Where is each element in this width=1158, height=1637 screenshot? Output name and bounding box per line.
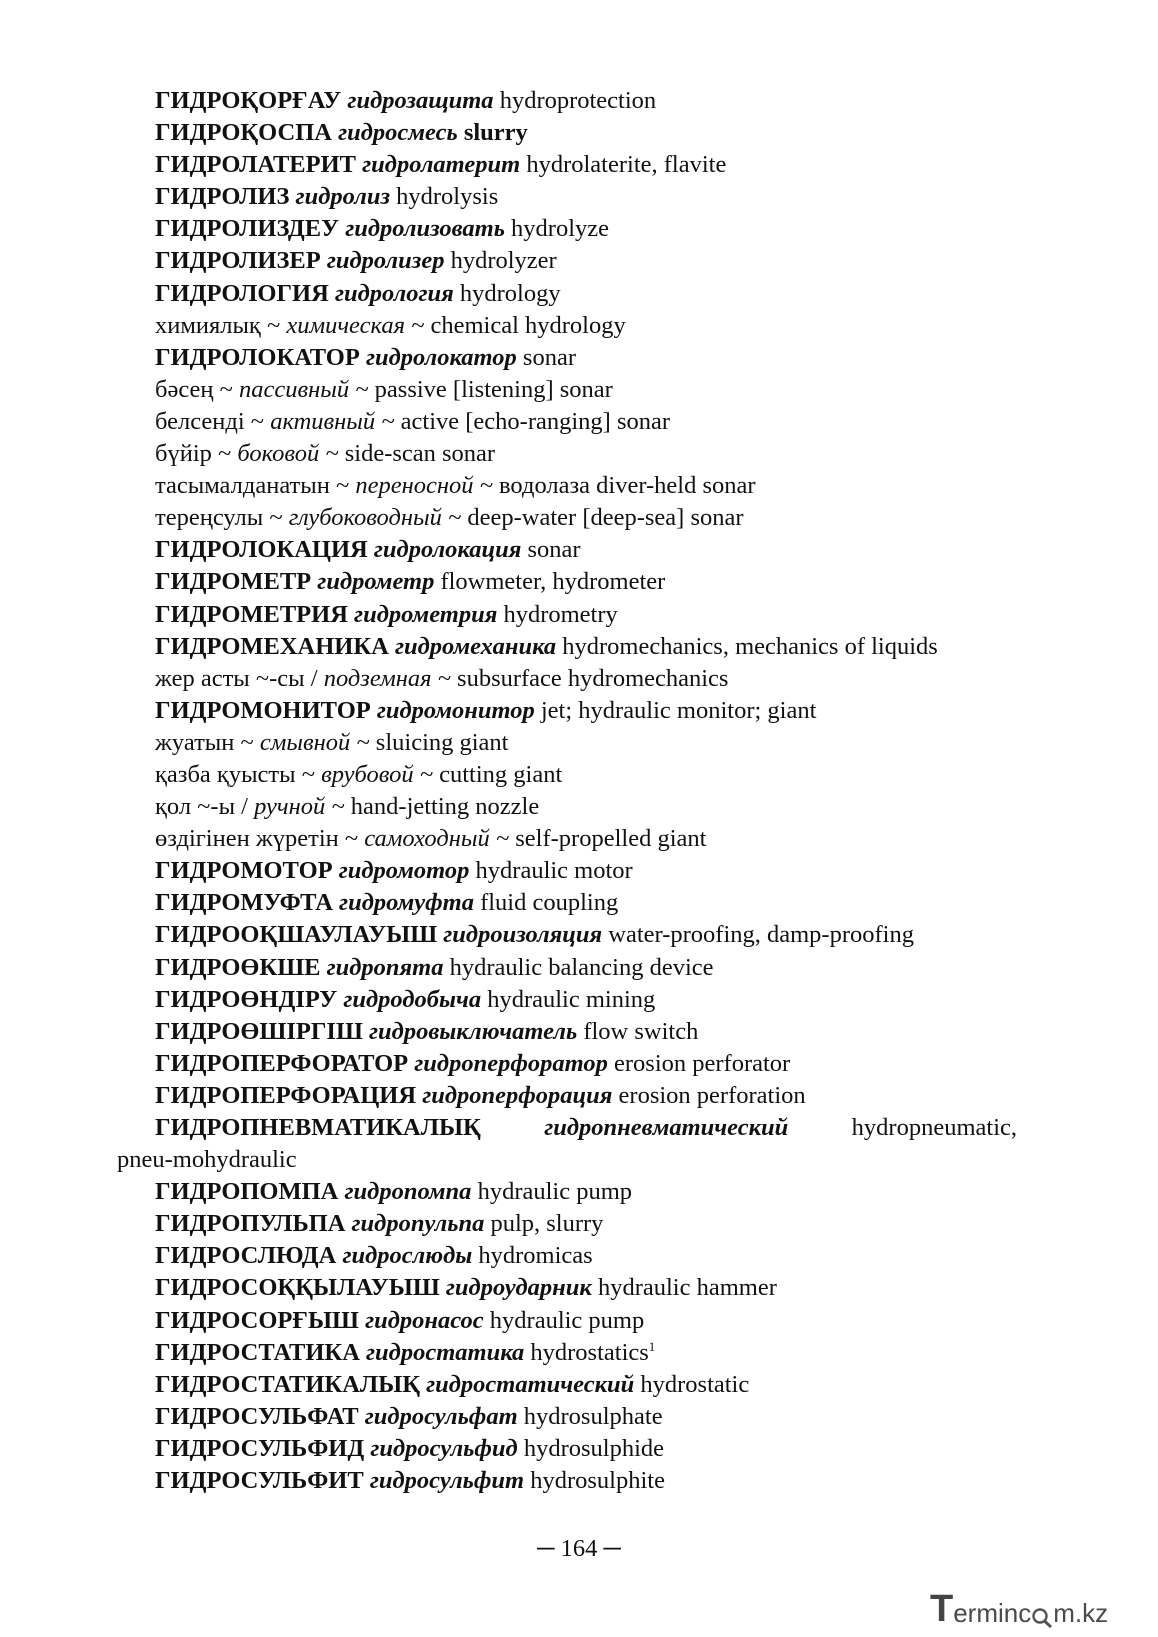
- english-term: водолаза diver-held sonar: [499, 472, 756, 500]
- subentry-line: [117, 374, 1017, 406]
- entry-line: [117, 85, 1017, 117]
- english-term: hydrosulphate: [523, 1402, 663, 1430]
- subentry-line: [117, 727, 1017, 759]
- logo-text-start: erminc: [953, 1598, 1032, 1628]
- russian-term: ручной ~: [254, 793, 345, 821]
- russian-term: глубоководный ~: [288, 504, 462, 532]
- kazakh-term: ГИДРОПЕРФОРАЦИЯ: [155, 1081, 417, 1109]
- kazakh-term: ГИДРОЛОКАТОР: [155, 343, 360, 371]
- kazakh-term: ГИДРОСТАТИКА: [155, 1338, 360, 1366]
- english-term: hydrometry: [503, 600, 618, 628]
- kazakh-term: ГИДРОӨШІРГІШ: [155, 1017, 363, 1045]
- english-term: hydromicas: [478, 1242, 593, 1270]
- russian-term: гидропульпа: [351, 1210, 485, 1238]
- kazakh-term: ГИДРОЛИЗДЕУ: [155, 215, 340, 243]
- entry-line: [117, 1401, 1017, 1433]
- entry-line: [117, 534, 1017, 566]
- russian-term: гидрометр: [317, 568, 435, 596]
- kazakh-term: ГИДРОСУЛЬФИД: [155, 1434, 365, 1462]
- kazakh-term: тереңсулы ~: [155, 504, 283, 532]
- english-term: side-scan sonar: [344, 440, 496, 468]
- russian-term: гидропневматический: [544, 1114, 789, 1141]
- english-term: hydraulic hammer: [597, 1274, 777, 1302]
- kazakh-term: жуатын ~: [155, 728, 254, 756]
- english-term: hydromechanics, mechanics of liquids: [562, 632, 938, 660]
- russian-term: врубовой ~: [321, 760, 433, 788]
- english-term: hydraulic mining: [487, 985, 656, 1013]
- entry-line: [117, 599, 1017, 631]
- kazakh-term: ГИДРОСУЛЬФАТ: [155, 1402, 359, 1430]
- kazakh-term: ГИДРОСТАТИКАЛЫҚ: [155, 1370, 420, 1398]
- kazakh-term: ГИДРОМЕТРИЯ: [155, 600, 348, 628]
- kazakh-term: ГИДРОПЕРФОРАТОР: [155, 1049, 409, 1077]
- kazakh-term: қол ~-ы /: [155, 793, 248, 821]
- entry-line-continued: [117, 1144, 1017, 1176]
- kazakh-term: тасымалданатын ~: [155, 472, 350, 500]
- kazakh-term: ГИДРОЛОГИЯ: [155, 279, 329, 307]
- english-term: hydraulic pump: [477, 1178, 633, 1206]
- entry-line: [117, 1433, 1017, 1465]
- kazakh-term: өздігінен жүретін ~: [155, 825, 359, 853]
- kazakh-term: ГИДРОҚОСПА: [155, 119, 332, 147]
- russian-term: гидросульфид: [370, 1434, 518, 1462]
- russian-term: гидроударник: [445, 1274, 592, 1302]
- english-term: active [echo-ranging] sonar: [400, 407, 671, 435]
- russian-term: пассивный ~: [239, 375, 369, 403]
- logo-letter-t: T: [930, 1588, 954, 1630]
- entry-line: [117, 1305, 1017, 1337]
- entry-line: [117, 1080, 1017, 1112]
- kazakh-term: ГИДРОЛОКАЦИЯ: [155, 536, 368, 564]
- kazakh-term: ГИДРОСЛЮДА: [155, 1242, 337, 1270]
- logo-text-end: m.kz: [1053, 1598, 1109, 1628]
- entry-line: [117, 695, 1017, 727]
- english-term: hydropneumatic,: [851, 1114, 1017, 1141]
- russian-term: гидровыключатель: [369, 1017, 578, 1045]
- english-term: hydrolyze: [511, 215, 609, 243]
- entry-line: [117, 149, 1017, 181]
- russian-term: гидросульфит: [369, 1467, 525, 1495]
- english-term: subsurface hydromechanics: [457, 664, 729, 692]
- russian-term: гидродобыча: [343, 985, 482, 1013]
- entry-list: [117, 85, 1017, 1497]
- russian-term: гидропомпа: [344, 1178, 472, 1206]
- entry-line: [117, 984, 1017, 1016]
- kazakh-term: ГИДРОПУЛЬПА: [155, 1210, 346, 1238]
- russian-term: гидрозащита: [347, 87, 494, 114]
- english-term: slurry: [463, 119, 528, 147]
- russian-term: гидромонитор: [376, 696, 535, 724]
- termincom-logo[interactable]: [930, 1588, 1140, 1628]
- entry-line: [117, 1176, 1017, 1208]
- russian-term: гидромотор: [338, 857, 470, 885]
- kazakh-term: ГИДРОЛАТЕРИТ: [155, 151, 357, 179]
- english-term: hand-jetting nozzle: [350, 793, 540, 821]
- kazakh-term: ГИДРОЛИЗЕР: [155, 247, 321, 275]
- kazakh-term: ГИДРООҚШАУЛАУЫШ: [155, 921, 438, 949]
- english-term: hydrostatic: [640, 1370, 750, 1398]
- russian-term: гидропята: [326, 953, 444, 981]
- entry-line: [117, 278, 1017, 310]
- magnifier-icon: [1031, 1606, 1053, 1628]
- english-term: hydroprotection: [499, 87, 657, 114]
- kazakh-term: ГИДРОМЕТР: [155, 568, 312, 596]
- russian-term: смывной ~: [259, 728, 370, 756]
- russian-term: гидролатерит: [362, 151, 521, 179]
- russian-term: подземная ~: [323, 664, 451, 692]
- entry-line: [117, 1048, 1017, 1080]
- english-term-continued: pneu-mohydraulic: [117, 1146, 297, 1174]
- entry-line: [117, 181, 1017, 213]
- subentry-line: [117, 406, 1017, 438]
- russian-term: химическая ~: [286, 311, 425, 339]
- russian-term: гидролокатор: [365, 343, 517, 371]
- entry-line: [117, 566, 1017, 598]
- entry-line: [117, 919, 1017, 951]
- footnote-mark: 1: [648, 1338, 656, 1354]
- english-term: flowmeter, hydrometer: [440, 568, 666, 596]
- english-term: hydrolysis: [396, 183, 499, 211]
- kazakh-term: бүйір ~: [155, 440, 232, 468]
- entry-line: [117, 952, 1017, 984]
- entry-line: [117, 1272, 1017, 1304]
- russian-term: гидросмесь: [338, 119, 458, 147]
- kazakh-term: ГИДРОМОНИТОР: [155, 696, 371, 724]
- kazakh-term: ГИДРОӨНДІРУ: [155, 985, 338, 1013]
- entry-line: [117, 117, 1017, 149]
- entry-line: [117, 1465, 1017, 1497]
- russian-term: гидронасос: [365, 1306, 484, 1334]
- subentry-line: [117, 823, 1017, 855]
- english-term: hydrolyzer: [450, 247, 557, 275]
- kazakh-term: ГИДРОПНЕВМАТИКАЛЫҚ: [155, 1114, 481, 1141]
- russian-term: гидрометрия: [354, 600, 498, 628]
- russian-term: гидроперфорация: [422, 1081, 613, 1109]
- kazakh-term: ГИДРОСУЛЬФИТ: [155, 1467, 364, 1495]
- russian-term: гидрослюды: [342, 1242, 473, 1270]
- entry-line: [117, 1112, 1017, 1144]
- russian-term: гидроперфоратор: [414, 1049, 608, 1077]
- russian-term: гидролиз: [295, 183, 391, 211]
- english-term: cutting giant: [439, 760, 563, 788]
- subentry-line: [117, 502, 1017, 534]
- kazakh-term: белсенді ~: [155, 407, 265, 435]
- russian-term: гидромуфта: [339, 889, 474, 917]
- english-term: pulp, slurry: [490, 1210, 604, 1238]
- russian-term: гидросульфат: [364, 1402, 518, 1430]
- english-term: hydraulic pump: [489, 1306, 645, 1334]
- entry-line: [117, 213, 1017, 245]
- subentry-line: [117, 438, 1017, 470]
- kazakh-term: ГИДРОЛИЗ: [155, 183, 290, 211]
- kazakh-term: ГИДРОСОРҒЫШ: [155, 1306, 359, 1334]
- english-term: fluid coupling: [480, 889, 619, 917]
- entry-line: [117, 342, 1017, 374]
- entry-line: [117, 631, 1017, 663]
- kazakh-term: жер асты ~-сы /: [155, 664, 318, 692]
- entry-line: [117, 1208, 1017, 1240]
- entry-line: [117, 1016, 1017, 1048]
- entry-line: [117, 1369, 1017, 1401]
- english-term: deep-water [deep-sea] sonar: [467, 504, 744, 532]
- subentry-line: [117, 791, 1017, 823]
- english-term: hydrology: [459, 279, 561, 307]
- english-term: sonar: [522, 343, 576, 371]
- english-term: hydrosulphite: [530, 1467, 665, 1495]
- english-term: hydraulic balancing device: [449, 953, 714, 981]
- english-term: hydraulic motor: [475, 857, 633, 885]
- kazakh-term: химиялық ~: [155, 311, 281, 339]
- russian-term: гидростатика: [366, 1338, 525, 1366]
- subentry-line: [117, 310, 1017, 342]
- russian-term: гидролокация: [373, 536, 522, 564]
- entry-line: [117, 245, 1017, 277]
- kazakh-term: ГИДРОПОМПА: [155, 1178, 339, 1206]
- russian-term: активный ~: [270, 407, 395, 435]
- english-term: erosion perforation: [618, 1081, 806, 1109]
- english-term: sluicing giant: [375, 728, 509, 756]
- english-term: chemical hydrology: [430, 311, 626, 339]
- subentry-line: [117, 759, 1017, 791]
- russian-term: гидрология: [334, 279, 454, 307]
- entry-line: [117, 855, 1017, 887]
- russian-term: гидростатический: [426, 1370, 635, 1398]
- english-term: self-propelled giant: [515, 825, 707, 853]
- kazakh-term: ГИДРОМУФТА: [155, 889, 333, 917]
- kazakh-term: ГИДРОМЕХАНИКА: [155, 632, 389, 660]
- english-term: hydrostatics: [530, 1338, 649, 1366]
- english-term: erosion perforator: [614, 1049, 791, 1077]
- entry-line: [117, 1240, 1017, 1272]
- russian-term: боковой ~: [237, 440, 339, 468]
- russian-term: гидролизовать: [345, 215, 505, 243]
- russian-term: гидроизоляция: [443, 921, 603, 949]
- english-term: jet; hydraulic monitor; giant: [540, 696, 817, 724]
- english-term: passive [listening] sonar: [374, 375, 613, 403]
- subentry-line: [117, 470, 1017, 502]
- english-term: sonar: [527, 536, 581, 564]
- english-term: water-proofing, damp-proofing: [608, 921, 914, 949]
- page-number: ─ 164 ─: [537, 1535, 621, 1562]
- english-term: hydrolaterite, flavite: [526, 151, 727, 179]
- entry-line: [117, 887, 1017, 919]
- entry-line: [117, 1337, 1017, 1369]
- kazakh-term: қазба қуысты ~: [155, 760, 315, 788]
- kazakh-term: ГИДРОСОҚҚЫЛАУЫШ: [155, 1274, 440, 1302]
- russian-term: гидролизер: [326, 247, 445, 275]
- russian-term: переносной ~: [355, 472, 493, 500]
- russian-term: самоходный ~: [364, 825, 510, 853]
- kazakh-term: ГИДРОҚОРҒАУ: [155, 87, 342, 114]
- subentry-line: [117, 663, 1017, 695]
- english-term: hydrosulphide: [523, 1434, 664, 1462]
- kazakh-term: ГИДРОМОТОР: [155, 857, 333, 885]
- kazakh-term: ГИДРОӨКШЕ: [155, 953, 321, 981]
- kazakh-term: бәсең ~: [155, 375, 233, 403]
- russian-term: гидромеханика: [394, 632, 557, 660]
- english-term: flow switch: [583, 1017, 699, 1045]
